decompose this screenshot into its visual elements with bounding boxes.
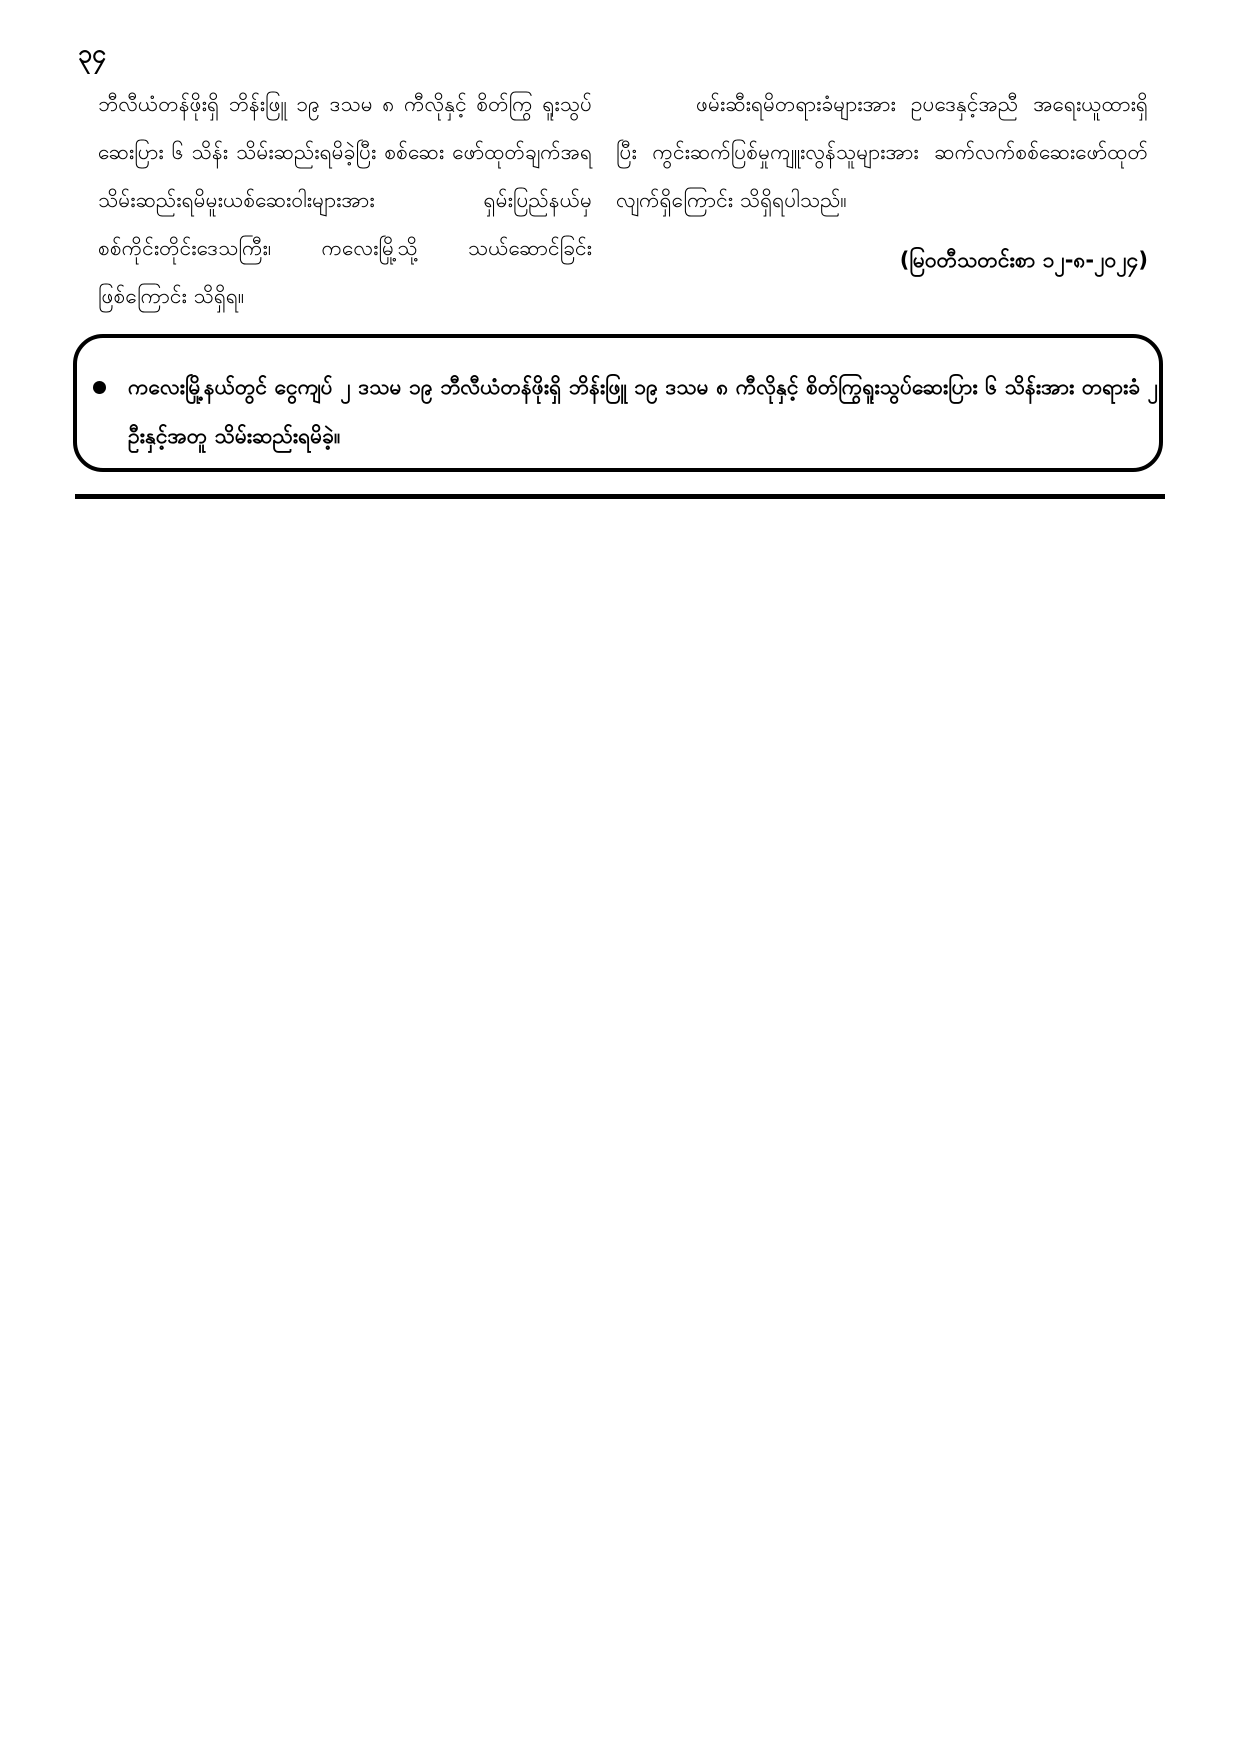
article-right-column	[616, 80, 1148, 284]
source-citation: (မြဝတီသတင်းစာ ၁၂-၈-၂၀၂၄)	[899, 248, 1148, 272]
highlight-bullet-text: ကလေးမြို့နယ်တွင် ငွေကျပ် ၂ ဒသမ ၁၉ ဘီလီယံတန်ဖိုးရှိ ဘိန်းဖြူ ၁၉ ဒသမ ၈ ကီလိုနှင့် စိတ်ကြွရူးသွပ်ဆေးပြား ၆ သိန်းအား တရားခံ ၂ ဦးနှင့်အတူ သိမ်းဆည်းရမိခဲ့။	[128, 375, 1158, 448]
bottom-divider	[75, 494, 1165, 499]
article-paragraph: ဘီလီယံတန်ဖိုးရှိ ဘိန်းဖြူ ၁၉ ဒသမ ၈ ကီလိုနှင့် စိတ်ကြွ ရူးသွပ်ဆေးပြား ၆ သိန်း သိမ်းဆည်းရမိခဲ့ပြီး စစ်ဆေး ဖော်ထုတ်ချက်အရ သိမ်းဆည်းရမိမူးယစ်ဆေးဝါးများအား ရှမ်းပြည်နယ်မှ စစ်ကိုင်းတိုင်းဒေသကြီး၊ ကလေးမြို့သို့ သယ်ဆောင်ခြင်းဖြစ်ကြောင်း သိရှိရ။	[98, 92, 592, 308]
page-number: ၃၄	[78, 39, 107, 68]
article-left-column	[98, 80, 592, 320]
bullet-icon	[93, 381, 106, 394]
article-paragraph: ဖမ်းဆီးရမိတရားခံများအား ဥပဒေနှင့်အညီ အရေးယူထားရှိပြီး ကွင်းဆက်ပြစ်မှုကျူးလွန်သူများအား ဆက်လက်စစ်ဆေးဖော်ထုတ်လျက်ရှိကြောင်း သိရှိရပါသည်။	[616, 92, 1148, 212]
